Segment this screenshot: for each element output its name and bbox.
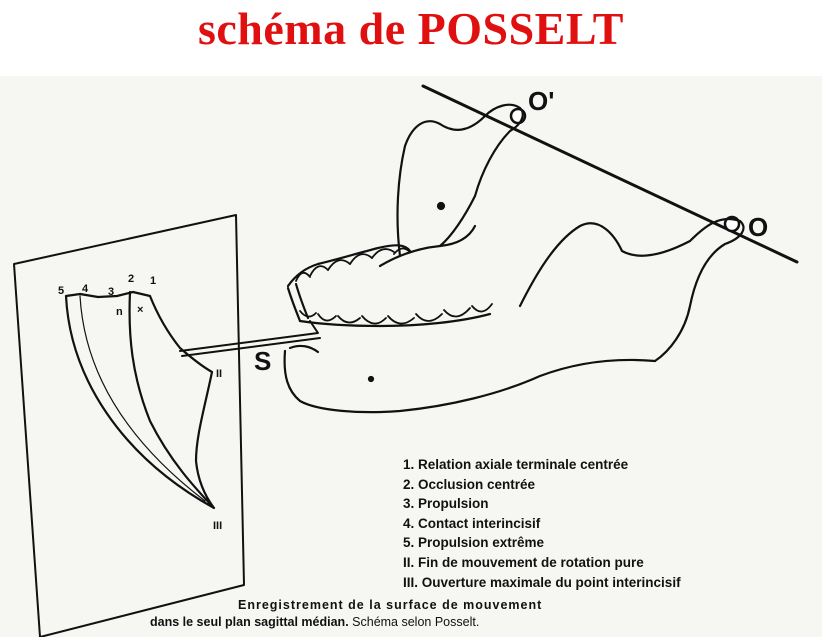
tracing-label-n: n	[116, 306, 123, 318]
legend-item-2: 2. Occlusion centrée	[403, 476, 536, 492]
figure-caption	[150, 597, 710, 631]
tracing-number-3: 3	[108, 286, 115, 298]
legend-item-3: 3. Propulsion	[403, 496, 489, 512]
far-ramus	[398, 105, 523, 256]
legend-item-iii: III. Ouverture maximale du point interincisif	[403, 574, 681, 590]
label-o: O	[748, 212, 769, 242]
label-stylus-s: S	[254, 346, 272, 376]
chin	[290, 346, 318, 352]
posselt-envelope	[66, 292, 214, 508]
tracing-number-5: 5	[58, 285, 65, 297]
tracing-number-1: 1	[150, 275, 157, 287]
label-o-prime: O'	[528, 86, 555, 116]
stylus-arm	[180, 321, 320, 356]
legend-item-5: 5. Propulsion extrême	[403, 535, 545, 551]
near-mandible-body	[285, 351, 655, 412]
caption-line-2	[150, 614, 710, 631]
tracing-label-x: ×	[137, 304, 144, 316]
tracing-label-ii: II	[216, 368, 223, 380]
legend-item-ii: II. Fin de mouvement de rotation pure	[403, 554, 644, 570]
near-ramus	[520, 219, 744, 361]
legend-item-1: 1. Relation axiale terminale centrée	[403, 457, 629, 472]
tracing-number-2: 2	[128, 273, 135, 285]
legend-item-4: 4. Contact interincisif	[403, 515, 541, 531]
mental-foramen	[369, 377, 373, 381]
legend	[403, 455, 681, 592]
mandibular-foramen	[438, 203, 444, 209]
tracing-label-iii: III	[213, 520, 223, 532]
caption-line-2-plain: Schéma selon Posselt.	[352, 615, 480, 629]
tracing-number-4: 4	[82, 283, 89, 295]
page-title: schéma de POSSELT	[197, 3, 624, 54]
caption-line-2-bold: dans le seul plan sagittal médian.	[150, 615, 349, 629]
caption-line-1: Enregistrement de la surface de mouvement	[238, 598, 543, 612]
